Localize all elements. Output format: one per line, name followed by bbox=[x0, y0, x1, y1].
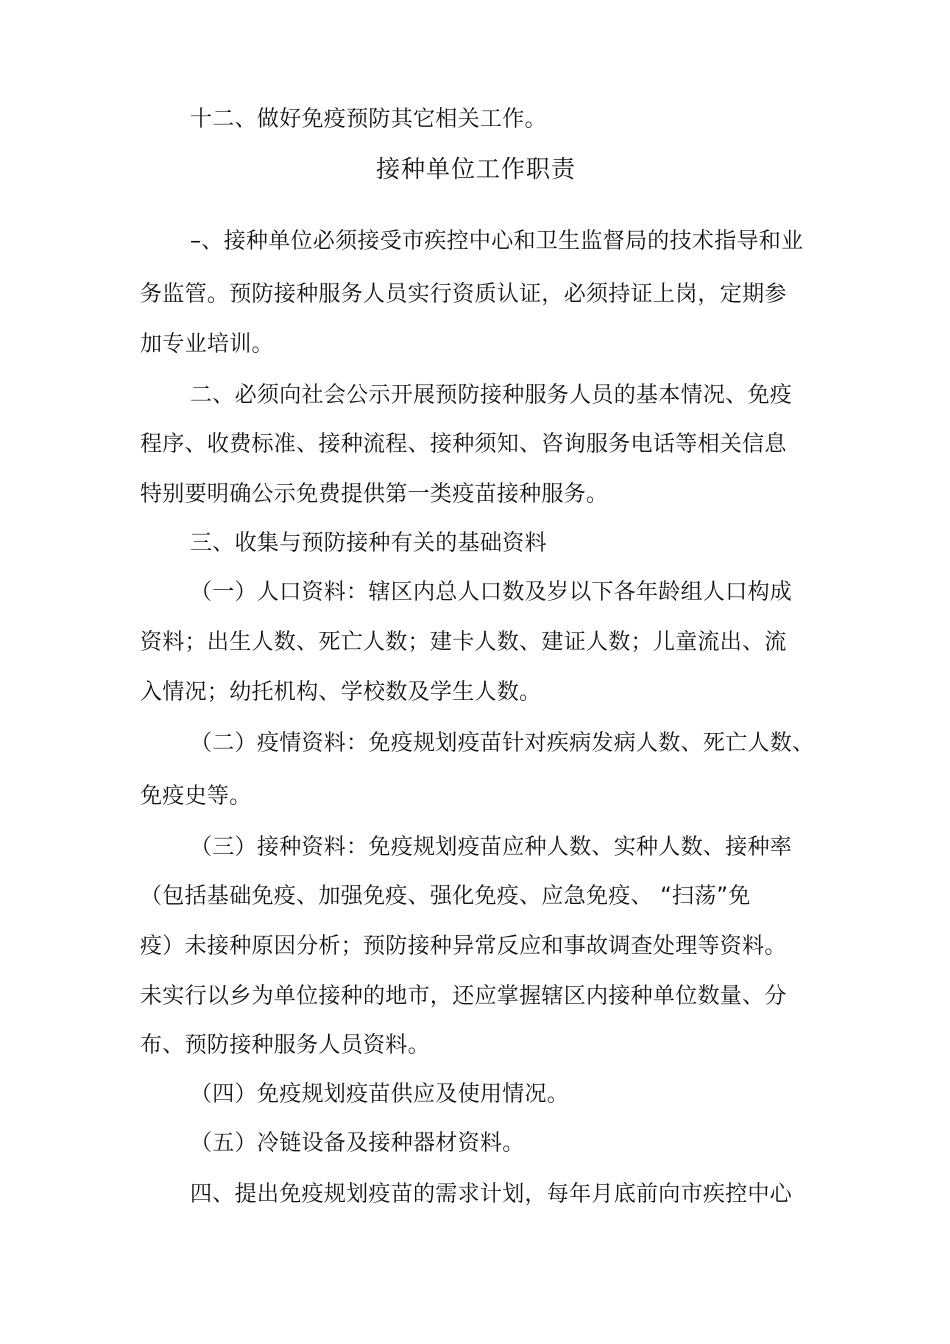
paragraph-3-4-line-1: （四）免疫规划疫苗供应及使用情况。 bbox=[190, 1082, 570, 1107]
paragraph-2-line-2: 程序、收费标准、接种流程、接种须知、咨询服务电话等相关信息 bbox=[140, 432, 787, 457]
paragraph-3-line-1: 三、收集与预防接种有关的基础资料 bbox=[190, 531, 547, 556]
paragraph-3-3-line-3: 疫）未接种原因分析；预防接种异常反应和事故调查处理等资料。 bbox=[140, 934, 787, 959]
paragraph-2-line-3: 特别要明确公示免费提供第一类疫苗接种服务。 bbox=[140, 482, 609, 507]
paragraph-1-line-2: 务监管。预防接种服务人员实行资质认证，必须持证上岗，定期参 bbox=[140, 282, 787, 307]
paragraph-1-line-1: –、接种单位必须接受市疾控中心和卫生监督局的技术指导和业 bbox=[190, 229, 804, 254]
paragraph-3-1-line-2: 资料；出生人数、死亡人数；建卡人数、建证人数；儿童流出、流 bbox=[140, 630, 787, 655]
intro-line: 十二、做好免疫预防其它相关工作。 bbox=[190, 107, 547, 132]
paragraph-3-5-line-1: （五）冷链设备及接种器材资料。 bbox=[190, 1131, 525, 1156]
paragraph-3-1-line-3: 入情况；幼托机构、学校数及学生人数。 bbox=[140, 680, 542, 705]
paragraph-3-3-line-5: 布、预防接种服务人员资料。 bbox=[140, 1033, 430, 1058]
paragraph-3-2-line-2: 免疫史等。 bbox=[140, 784, 252, 809]
paragraph-2-line-1: 二、必须向社会公示开展预防接种服务人员的基本情况、免疫 bbox=[190, 383, 793, 408]
paragraph-3-2-line-1: （二）疫情资料：免疫规划疫苗针对疾病发病人数、死亡人数、 bbox=[190, 731, 815, 756]
paragraph-3-3-line-4: 未实行以乡为单位接种的地市，还应掌握辖区内接种单位数量、分 bbox=[140, 984, 787, 1009]
paragraph-3-3-line-2: （包括基础免疫、加强免疫、强化免疫、应急免疫、 “扫荡”免 bbox=[140, 884, 751, 909]
page-title: 接种单位工作职责 bbox=[376, 155, 576, 183]
paragraph-3-3-line-1: （三）接种资料：免疫规划疫苗应种人数、实种人数、接种率 bbox=[190, 835, 793, 860]
paragraph-3-1-line-1: （一）人口资料：辖区内总人口数及岁以下各年龄组人口构成 bbox=[190, 580, 793, 605]
paragraph-1-line-3: 加专业培训。 bbox=[140, 332, 274, 357]
paragraph-4-line-1: 四、提出免疫规划疫苗的需求计划，每年月底前向市疾控中心 bbox=[190, 1182, 793, 1207]
